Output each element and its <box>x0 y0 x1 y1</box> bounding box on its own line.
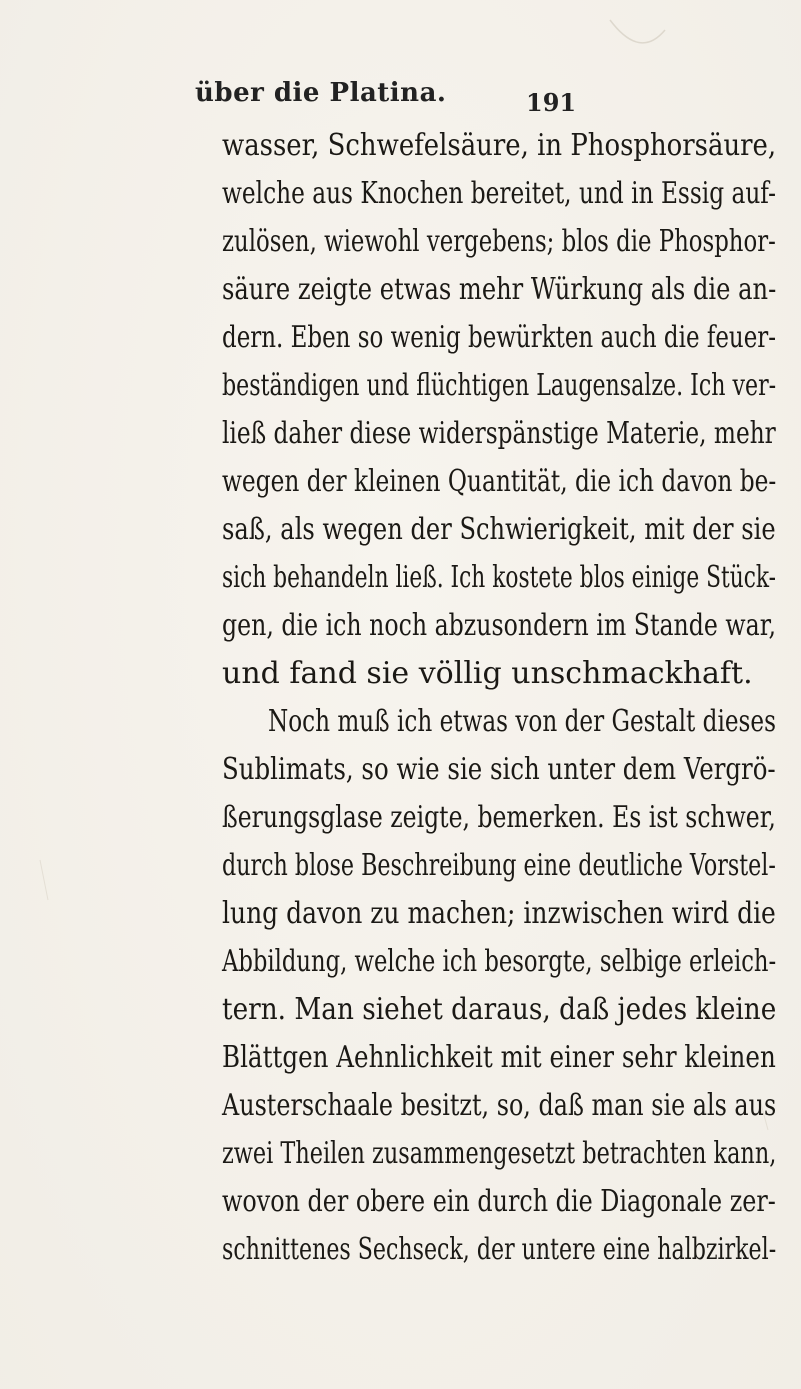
faint-margin-mark <box>40 860 48 900</box>
text-line: wasser, Schwefelsäure, in Phosphorsäure, <box>222 128 777 163</box>
text-line: beständigen und flüchtigen Laugensalze. Ich ver- <box>222 368 777 403</box>
text-line: welche aus Knochen bereitet, und in Essig auf- <box>222 176 776 211</box>
text-line: Austerschaale besitzt, so, daß man sie als aus <box>222 1088 777 1123</box>
text-line: sich behandeln ließ. Ich kostete blos einige Stück- <box>222 560 777 595</box>
text-line: wegen der kleinen Quantität, die ich davon be- <box>222 464 777 499</box>
text-line: saß, als wegen der Schwierigkeit, mit der sie <box>222 512 776 547</box>
text-line: ließ daher diese widerspänstige Materie, mehr <box>222 416 776 451</box>
page-number: 191 <box>526 88 577 117</box>
text-line: Abbildung, welche ich besorgte, selbige erleich- <box>222 944 777 979</box>
text-line: Sublimats, so wie sie sich unter dem Vergrö- <box>222 752 776 787</box>
text-line: lung davon zu machen; inzwischen wird die <box>222 896 776 931</box>
text-line-paragraph-start: Noch muß ich etwas von der Gestalt dieses <box>268 704 776 739</box>
text-line: zulösen, wiewohl vergebens; blos die Phosphor- <box>222 224 776 259</box>
text-line: säure zeigte etwas mehr Würkung als die an- <box>222 272 777 307</box>
text-line: gen, die ich noch abzusondern im Stande war, <box>222 608 776 643</box>
text-line: wovon der obere ein durch die Diagonale zer- <box>222 1184 776 1219</box>
page-header <box>0 70 801 117</box>
text-line: ßerungsglase zeigte, bemerken. Es ist schwer, <box>222 800 776 835</box>
faint-fold-line <box>610 20 665 43</box>
text-line: dern. Eben so wenig bewürkten auch die feuer- <box>222 320 777 355</box>
text-line: zwei Theilen zusammengesetzt betrachten kann, <box>222 1136 777 1171</box>
text-line: und fand sie völlig unschmackhaft. <box>222 656 753 691</box>
running-head: über die Platina. <box>195 78 447 108</box>
text-line: Blättgen Aehnlichkeit mit einer sehr kleinen <box>222 1040 776 1075</box>
text-line: durch blose Beschreibung eine deutliche Vorstel- <box>222 848 776 883</box>
text-line: tern. Man siehet daraus, daß jedes kleine <box>222 992 777 1027</box>
text-line: schnittenes Sechseck, der untere eine halbzirkel- <box>222 1232 777 1267</box>
